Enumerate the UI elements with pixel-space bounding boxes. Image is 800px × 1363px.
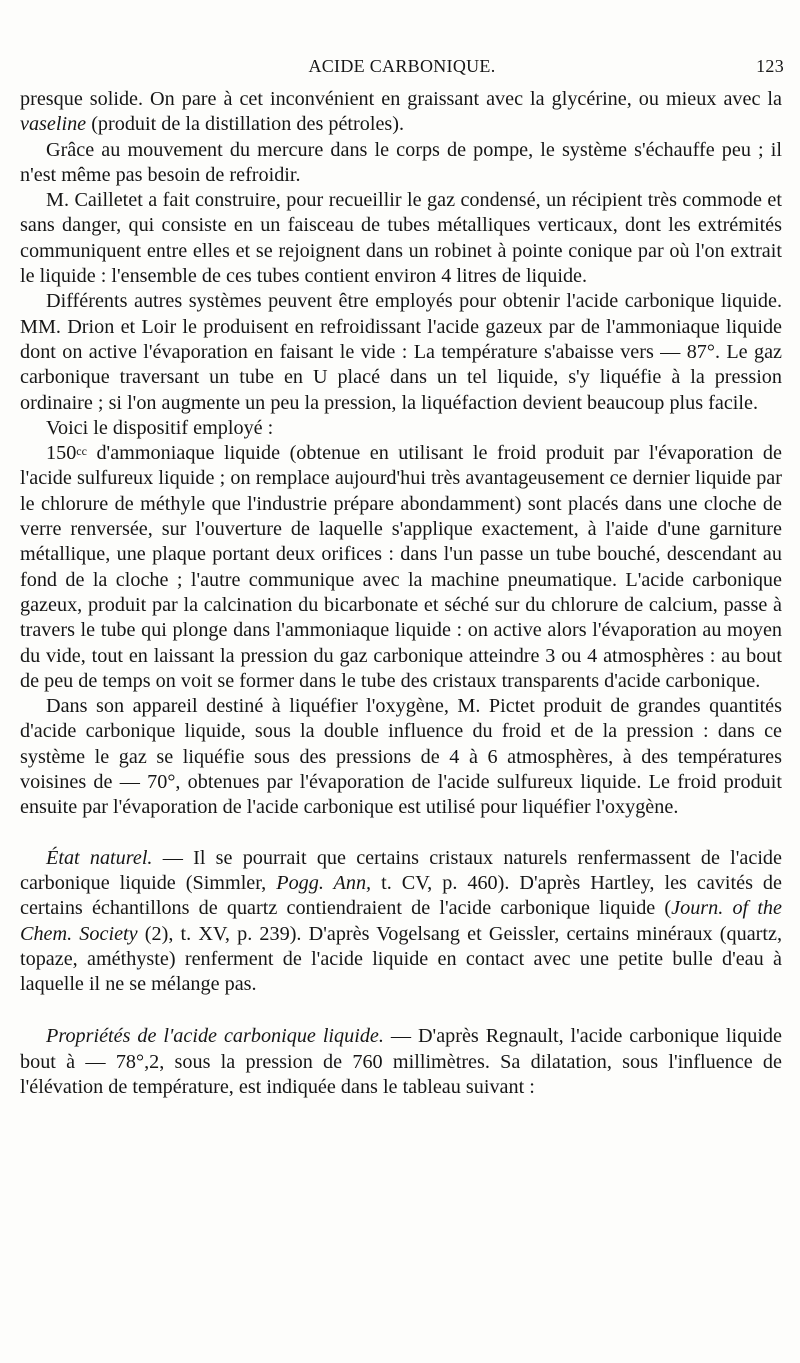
page-body [20, 87, 782, 1100]
paragraph-proprietes: Propriétés de l'acide carbonique liquide. — D'après Regnault, l'acide carbonique liquide bout à — 78°,2, sous la pression de 760 millimètres. Sa dilatation, sous l'influence de l'élévation de température, est indiquée dans le tableau suivant : [20, 1025, 782, 1098]
paragraph-continuation: presque solide. On pare à cet inconvénient en graissant avec la glycérine, ou mieux avec la vaseline (produit de la distillation des pétroles). [20, 88, 782, 136]
emphasis-vaseline: vaseline [20, 113, 87, 136]
paragraph-drion-loir: Différents autres systèmes peuvent être employés pour obtenir l'acide carbonique liquide. MM. Drion et Loir le produisent en refroidissant l'acide gazeux par de l'ammoniaque liquide dont on active l'évaporation en faisant le vide : La température s'abaisse vers — 87°. Le gaz carbonique traversant un tube en U placé dans un tel liquide, s'y liquéfie à la pression ordinaire ; si l'on augmente un peu la pression, la liquéfaction devient beaucoup plus facile. [20, 290, 782, 414]
paragraph-pictet: Dans son appareil destiné à liquéfier l'oxygène, M. Pictet produit de grandes quantités d'acide carbonique liquide, sous la double influence du froid et de la pression : dans ce système le gaz se liquéfie sous des pressions de 4 à 6 atmosphères, à des températures voisines de — 70°, obtenues par l'évaporation de l'acide sulfureux liquide. Le froid produit ensuite par l'évaporation de l'acide carbonique est utilisé pour liquéfier l'oxygène. [20, 695, 782, 819]
paragraph-etat-naturel: État naturel. — Il se pourrait que certains cristaux naturels renfermassent de l'acide carbonique liquide (Simmler, Pogg. Ann, t. CV, p. 460). D'après Hartley, les cavités de certains échantillons de quartz contiendraient de l'acide carbonique liquide (Journ. of the Chem. Society (2), t. XV, p. 239). D'après Vogelsang et Geissler, certains minéraux (quartz, topaze, améthyste) renferment de l'acide liquide en contact avec une petite bulle d'eau à laquelle il ne se mélange pas. [20, 846, 782, 996]
paragraph-mercury: Grâce au mouvement du mercure dans le corps de pompe, le système s'échauffe peu ; il n'est même pas besoin de refroidir. [20, 138, 782, 186]
paragraph-cailletet: M. Cailletet a fait construire, pour recueillir le gaz condensé, un récipient très commode et sans danger, qui consiste en un faisceau de tubes métalliques verticaux, dont les extrémités communiquent entre elles et se rejoignent dans un robinet à pointe conique par où l'on extrait le liquide : l'ensemble de ces tubes contient environ 4 litres de liquide. [20, 189, 782, 288]
paragraph-dispositif: Voici le dispositif employé : [46, 416, 274, 439]
section-title-etat-naturel: État naturel. [46, 846, 153, 869]
running-title: ACIDE CARBONIQUE. [308, 56, 496, 76]
paragraph-ammoniaque: $150^{cc}$ d'ammoniaque liquide (obtenue en utilisant le froid produit par l'évaporation de l'acide sulfureux liquide ; on remplace aujourd'hui très avantageusement ce dernier liquide par le chlorure de méthyle que l'industrie prépare abondamment) sont placés dans une cloche de verre renversée, sur l'ouverture de laquelle s'applique exactement, à l'aide d'une garniture métallique, une plaque portant deux orifices : dans l'un passe un tube bouché, descendant au fond de la cloche ; l'autre communique avec la machine pneumatique. L'acide carbonique gazeux, produit par la calcination du bicarbonate et séché sur du chlorure de calcium, passe à travers le tube qui plonge dans l'ammoniaque liquide : on active alors l'évaporation au moyen du vide, tout en laissant la pression du gaz carbonique atteindre 3 ou 4 atmosphères : au bout de peu de temps on voit se former dans le tube des cristaux transparents d'acide carbonique. [20, 442, 782, 692]
page-number: 123 [756, 56, 784, 76]
section-title-proprietes: Propriétés de l'acide carbonique liquide. [46, 1025, 384, 1048]
page-header [20, 56, 784, 84]
